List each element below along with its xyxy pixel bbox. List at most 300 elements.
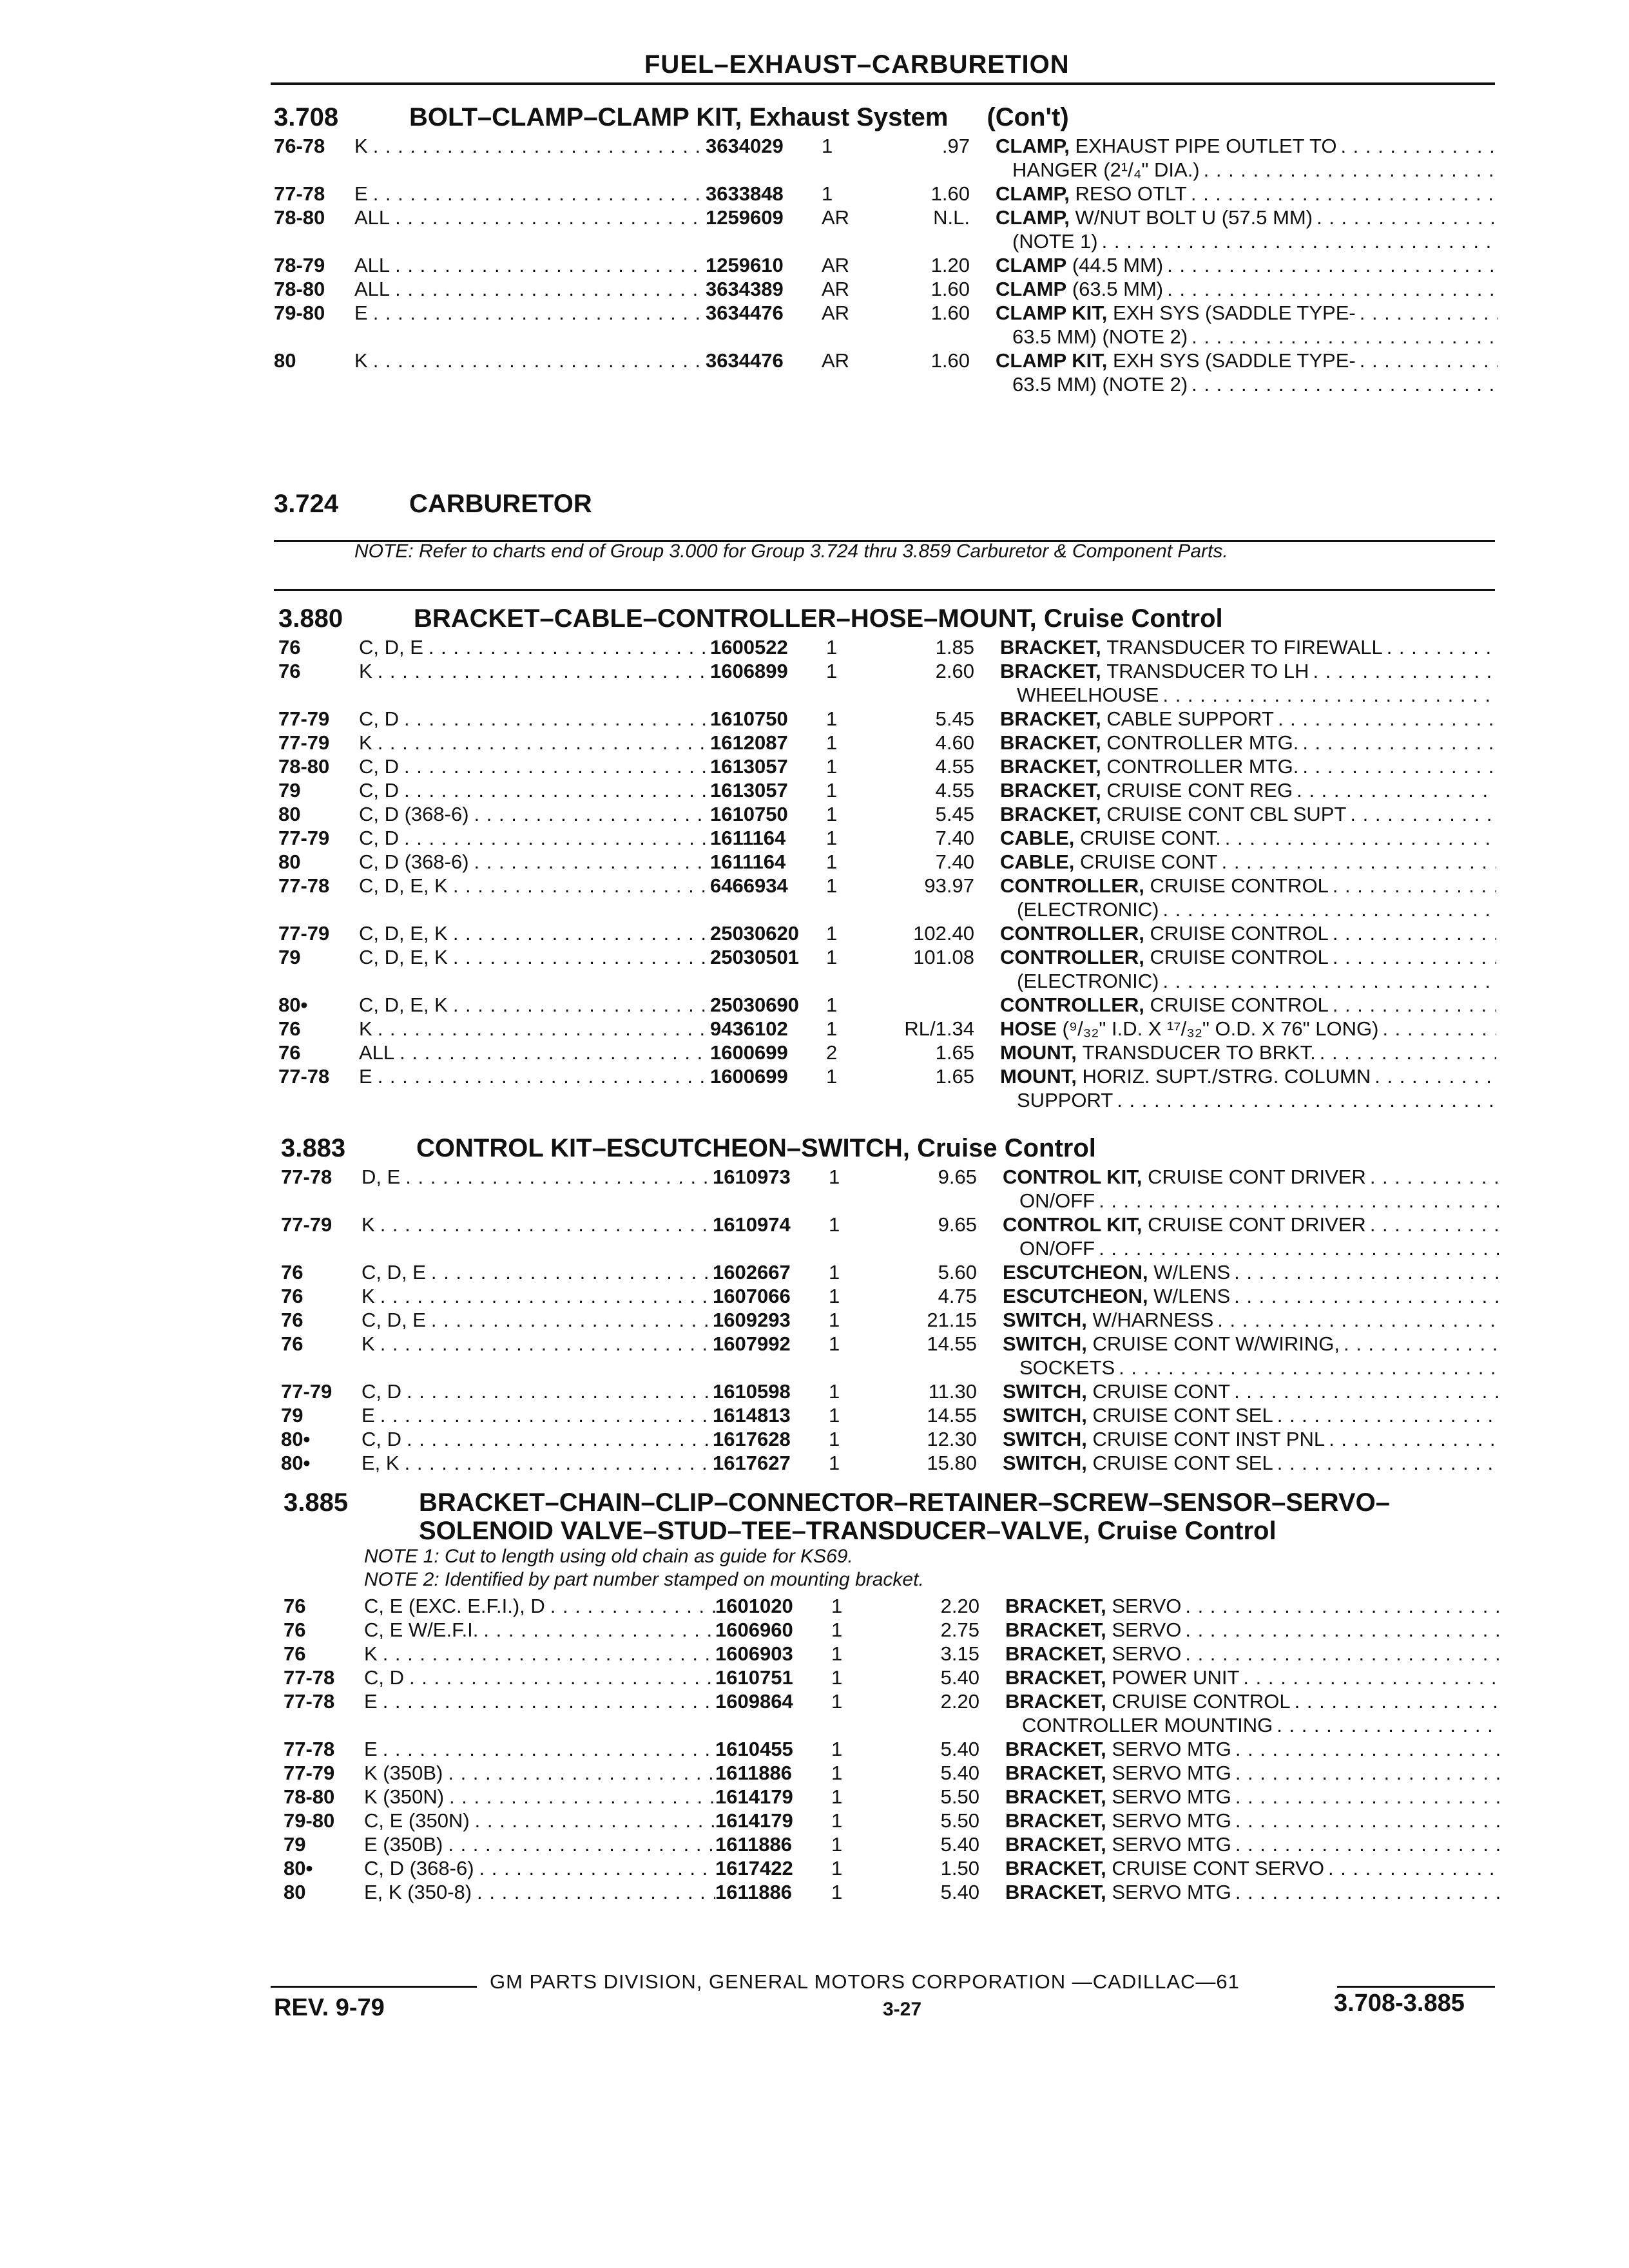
page-number: 3-27 — [883, 1999, 922, 2020]
description-text: W/LENS — [1153, 1285, 1231, 1307]
part-row — [281, 1427, 1499, 1451]
section-3880 — [278, 604, 1496, 1112]
part-number: 1611886 — [715, 1762, 792, 1784]
model-codes: ALL — [354, 254, 390, 276]
dot-leader — [400, 1451, 713, 1475]
model-codes: K (350N) — [364, 1785, 445, 1808]
dot-leader — [1329, 921, 1496, 945]
dot-leader — [1273, 1713, 1501, 1737]
section-subtitle: Cruise Control — [1097, 1517, 1277, 1545]
dot-leader — [404, 1666, 715, 1689]
dot-leader — [1163, 277, 1498, 301]
model-codes: C, D, E — [361, 1261, 426, 1283]
description — [1003, 1451, 1499, 1475]
part-row — [281, 1260, 1499, 1284]
dot-leader — [378, 1642, 715, 1666]
description-text: CRUISE CONT INST PNL — [1092, 1428, 1325, 1450]
description-text: CRUISE CONT. — [1080, 827, 1221, 849]
model-codes: C, E (EXC. E.F.I.), D — [364, 1595, 545, 1617]
description — [996, 206, 1498, 253]
price: 5.40 — [940, 1738, 979, 1760]
dot-leader — [1115, 1356, 1499, 1379]
description-line — [1000, 1088, 1496, 1112]
part-number: 3633848 — [706, 182, 784, 205]
part-row — [278, 993, 1496, 1017]
description-text: SERVO — [1112, 1642, 1182, 1665]
models — [361, 1213, 713, 1236]
part-name: BRACKET, — [1005, 1881, 1106, 1903]
description — [1003, 1260, 1499, 1284]
description-line — [996, 182, 1498, 206]
description-line — [1005, 1785, 1501, 1809]
dot-leader — [1113, 1088, 1496, 1112]
section-title-text: CONTROL KIT–ESCUTCHEON–SWITCH, — [416, 1134, 910, 1162]
dot-leader — [399, 826, 710, 850]
description-line — [1005, 1618, 1501, 1642]
description-text: CRUISE CONT DRIVER — [1148, 1166, 1366, 1188]
dot-leader — [378, 1689, 715, 1713]
models — [364, 1689, 715, 1713]
part-name: CLAMP — [996, 254, 1067, 276]
description — [1003, 1379, 1499, 1403]
part-name: CLAMP KIT, — [996, 349, 1108, 372]
dot-leader — [375, 1332, 713, 1356]
model-codes: K — [359, 1017, 372, 1040]
model-years: 79-80 — [274, 302, 325, 324]
model-codes: C, D, E, K — [359, 994, 448, 1016]
section-heading — [284, 1488, 1501, 1545]
price: 5.45 — [935, 803, 974, 825]
part-number: 1610974 — [713, 1213, 791, 1236]
part-row — [278, 635, 1496, 659]
quantity: 1 — [831, 1666, 843, 1689]
description — [1000, 945, 1496, 993]
description-line — [1000, 778, 1496, 802]
description-line — [1003, 1213, 1499, 1236]
part-row — [274, 277, 1498, 301]
quantity: 1 — [826, 803, 838, 825]
dot-leader — [426, 1260, 713, 1284]
part-number: 1617628 — [713, 1428, 791, 1450]
description — [1005, 1856, 1501, 1880]
description-text: CONTROLLER MOUNTING — [1022, 1714, 1273, 1736]
models — [359, 754, 710, 778]
part-row — [281, 1403, 1499, 1427]
price: 2.75 — [940, 1619, 979, 1641]
part-row — [284, 1666, 1501, 1689]
section-3883 — [281, 1134, 1499, 1475]
description-line — [1003, 1260, 1499, 1284]
dot-leader — [1329, 993, 1496, 1017]
part-row — [278, 778, 1496, 802]
part-row — [278, 731, 1496, 754]
dot-leader — [545, 1594, 715, 1618]
description-line — [996, 253, 1498, 277]
models — [359, 921, 710, 945]
models — [354, 206, 706, 229]
model-codes: C, D, E, K — [359, 946, 448, 968]
price: 5.50 — [940, 1809, 979, 1832]
description — [1003, 1165, 1499, 1213]
price: 1.20 — [930, 254, 970, 276]
quantity: AR — [822, 254, 850, 276]
description-text: CRUISE CONT REG — [1106, 779, 1293, 802]
part-number: 1611164 — [710, 850, 786, 873]
quantity: 1 — [831, 1785, 843, 1808]
model-years: 80• — [281, 1452, 311, 1474]
model-years: 80• — [278, 994, 308, 1016]
part-number: 1614179 — [715, 1785, 793, 1808]
model-years: 79-80 — [284, 1809, 335, 1832]
quantity: 1 — [826, 731, 838, 754]
model-codes: E, K (350-8) — [364, 1881, 472, 1903]
quantity: 1 — [826, 636, 838, 658]
part-name: CONTROLLER, — [1000, 922, 1144, 945]
description-line — [1005, 1856, 1501, 1880]
model-codes: K — [361, 1285, 375, 1307]
dot-leader — [368, 301, 706, 325]
description-line — [1000, 874, 1496, 898]
description-line — [996, 134, 1498, 158]
models — [359, 635, 710, 659]
dot-leader — [478, 1618, 715, 1642]
section-number: 3.883 — [281, 1134, 346, 1162]
description-text: SERVO MTG — [1112, 1762, 1231, 1784]
part-number: 1610455 — [715, 1738, 793, 1760]
description-text: (NOTE 1) — [1012, 230, 1098, 253]
part-number: 1601020 — [715, 1595, 793, 1617]
description-text: CRUISE CONT CBL SUPT — [1106, 803, 1347, 825]
part-name: BRACKET, — [1005, 1666, 1106, 1689]
models — [359, 659, 710, 683]
revision-label: REV. 9-79 — [274, 1994, 385, 2021]
part-number: 1614813 — [713, 1404, 791, 1427]
description-line — [1000, 683, 1496, 707]
dot-leader — [390, 206, 706, 229]
model-years: 80 — [278, 850, 301, 873]
description-line — [1000, 1017, 1496, 1041]
description-text: TRANSDUCER TO BRKT. — [1082, 1041, 1316, 1064]
dot-leader — [1309, 659, 1496, 683]
dot-leader — [1221, 826, 1496, 850]
model-codes: C, D, E — [359, 636, 423, 658]
part-name: ESCUTCHEON, — [1003, 1261, 1148, 1283]
part-name: MOUNT, — [1000, 1065, 1077, 1088]
dot-leader — [368, 182, 706, 206]
part-name: BRACKET, — [1000, 707, 1101, 730]
description-text: CRUISE CONTROL — [1150, 874, 1329, 897]
description-text: CRUISE CONT SEL — [1092, 1404, 1273, 1427]
part-row — [278, 1017, 1496, 1041]
model-years: 77-78 — [278, 874, 330, 897]
part-row — [284, 1809, 1501, 1832]
models — [364, 1785, 715, 1809]
description-text: EXH SYS (SADDLE TYPE- — [1113, 349, 1356, 372]
dot-leader — [1316, 1041, 1496, 1064]
quantity: 1 — [831, 1857, 843, 1879]
description-line — [996, 206, 1498, 229]
description-line — [1000, 993, 1496, 1017]
quantity: AR — [822, 278, 850, 300]
model-codes: C, D, E — [361, 1309, 426, 1331]
description — [996, 182, 1498, 206]
part-number: 1600522 — [710, 636, 788, 658]
part-number: 1606903 — [715, 1642, 793, 1665]
parts-list — [278, 635, 1496, 1112]
section-title — [409, 103, 1498, 131]
section-heading — [274, 103, 1498, 131]
part-row — [284, 1761, 1501, 1785]
model-years: 79 — [278, 946, 301, 968]
price: 5.40 — [940, 1762, 979, 1784]
model-years: 76 — [281, 1309, 304, 1331]
dot-leader — [1231, 1880, 1501, 1904]
model-codes: K — [361, 1332, 375, 1355]
price: 93.97 — [924, 874, 974, 897]
part-name: CLAMP, — [996, 135, 1070, 157]
model-years: 78-80 — [278, 755, 330, 778]
part-name: BRACKET, — [1000, 779, 1101, 802]
description-text: (⁹/₃₂" I.D. X ¹⁷/₃₂" O.D. X 76" LONG) — [1062, 1017, 1379, 1040]
description-text: W/HARNESS — [1092, 1309, 1214, 1331]
description-text: ON/OFF — [1019, 1237, 1095, 1260]
part-number: 6466934 — [710, 874, 788, 897]
description-text: SERVO — [1112, 1619, 1182, 1641]
dot-leader — [1159, 683, 1496, 707]
description-line — [1000, 945, 1496, 969]
model-years: 76-78 — [274, 135, 325, 157]
part-row — [274, 301, 1498, 349]
part-name: CLAMP, — [996, 206, 1070, 229]
model-codes: C, D (368-6) — [359, 850, 469, 873]
quantity: 1 — [829, 1166, 840, 1188]
description — [1005, 1618, 1501, 1642]
models — [359, 826, 710, 850]
description-text: SUPPORT — [1017, 1089, 1113, 1111]
part-name: BRACKET, — [1000, 660, 1101, 682]
section-subtitle: Cruise Control — [1043, 604, 1223, 633]
dot-leader — [1346, 802, 1496, 826]
part-name: CABLE, — [1000, 850, 1075, 873]
dot-leader — [372, 731, 710, 754]
models — [359, 1017, 710, 1041]
model-years: 78-80 — [274, 278, 325, 300]
description — [1000, 635, 1496, 659]
dot-leader — [1159, 898, 1496, 921]
part-number: 1610750 — [710, 803, 788, 825]
part-row — [278, 802, 1496, 826]
description — [1000, 1064, 1496, 1112]
part-row — [278, 921, 1496, 945]
dot-leader — [394, 1041, 710, 1064]
price: 7.40 — [935, 827, 974, 849]
dot-leader — [1239, 1666, 1501, 1689]
dot-leader — [1356, 301, 1498, 325]
part-row — [281, 1451, 1499, 1475]
description-line — [996, 301, 1498, 325]
part-row — [274, 349, 1498, 396]
section-title-text: BOLT–CLAMP–CLAMP KIT, — [409, 103, 742, 131]
price: 1.60 — [930, 278, 970, 300]
description-text: ON/OFF — [1019, 1189, 1095, 1212]
model-codes: E (350B) — [364, 1833, 443, 1856]
dot-leader — [448, 993, 710, 1017]
model-codes: C, E W/E.F.I. — [364, 1619, 479, 1641]
dot-leader — [1181, 1618, 1501, 1642]
model-codes: ALL — [359, 1041, 395, 1064]
description-text: CRUISE CONT SEL — [1092, 1452, 1273, 1474]
description-text: SERVO MTG — [1112, 1785, 1231, 1808]
dot-leader — [1188, 372, 1498, 396]
part-name: BRACKET, — [1005, 1595, 1106, 1617]
model-years: 80 — [274, 349, 296, 372]
part-number: 1610751 — [715, 1666, 793, 1689]
part-row — [278, 707, 1496, 731]
description-line — [1003, 1451, 1499, 1475]
model-codes: C, E (350N) — [364, 1809, 470, 1832]
description-line — [1003, 1236, 1499, 1260]
description-text: SERVO MTG — [1112, 1809, 1231, 1832]
section-title — [414, 604, 1496, 633]
part-name: SWITCH, — [1003, 1452, 1087, 1474]
model-codes: E — [354, 182, 368, 205]
quantity: 1 — [826, 755, 838, 778]
model-codes: K (350B) — [364, 1762, 443, 1784]
description-line — [1003, 1165, 1499, 1189]
quantity: 1 — [831, 1595, 843, 1617]
dot-leader — [1273, 1451, 1499, 1475]
description-text: HORIZ. SUPT./STRG. COLUMN — [1082, 1065, 1371, 1088]
description-line — [1003, 1356, 1499, 1379]
part-number: 1600699 — [710, 1065, 788, 1088]
price: 101.08 — [913, 946, 974, 968]
quantity: 1 — [826, 946, 838, 968]
models — [361, 1332, 713, 1356]
dot-leader — [375, 1284, 713, 1308]
models — [359, 731, 710, 754]
description-line — [1005, 1809, 1501, 1832]
part-name: CLAMP — [996, 278, 1067, 300]
description — [1003, 1308, 1499, 1332]
part-row — [278, 659, 1496, 707]
description-text: TRANSDUCER TO FIREWALL — [1106, 636, 1383, 658]
dot-leader — [1298, 731, 1496, 754]
quantity: 1 — [826, 850, 838, 873]
description-text: 63.5 MM) (NOTE 2) — [1012, 373, 1188, 396]
description-text: SERVO — [1112, 1595, 1182, 1617]
description — [1000, 802, 1496, 826]
description-text: CRUISE CONTROL — [1150, 994, 1329, 1016]
part-number: 1617627 — [713, 1452, 791, 1474]
part-name: SWITCH, — [1003, 1428, 1087, 1450]
models — [364, 1594, 715, 1618]
price: 1.60 — [930, 349, 970, 372]
part-row — [274, 182, 1498, 206]
footer-rule-right — [1337, 1986, 1495, 1988]
model-codes: ALL — [354, 206, 390, 229]
part-number: 1614179 — [715, 1809, 793, 1832]
description-text: EXHAUST PIPE OUTLET TO — [1075, 135, 1337, 157]
dot-leader — [400, 1165, 713, 1189]
model-codes: E — [364, 1690, 378, 1713]
quantity: 1 — [822, 135, 833, 157]
part-name: HOSE — [1000, 1017, 1057, 1040]
dot-leader — [1230, 1284, 1499, 1308]
models — [354, 182, 706, 206]
description-text: TRANSDUCER TO LH — [1106, 660, 1309, 682]
dot-leader — [1188, 325, 1498, 349]
models — [364, 1666, 715, 1689]
dot-leader — [1159, 969, 1496, 993]
quantity: 1 — [831, 1809, 843, 1832]
price: 1.50 — [940, 1857, 979, 1879]
dot-leader — [1098, 229, 1498, 253]
part-number: 1606899 — [710, 660, 788, 682]
dot-leader — [1181, 1642, 1501, 1666]
model-codes: K — [364, 1642, 378, 1665]
quantity: 1 — [826, 994, 838, 1016]
part-row — [284, 1880, 1501, 1904]
part-name: CLAMP KIT, — [996, 302, 1108, 324]
model-years: 78-80 — [274, 206, 325, 229]
description — [1003, 1403, 1499, 1427]
price: RL/1.34 — [904, 1017, 974, 1040]
description-line — [1005, 1761, 1501, 1785]
price: 4.55 — [935, 779, 974, 802]
price: 11.30 — [928, 1380, 977, 1403]
section-subtitle: Exhaust System — [749, 103, 949, 131]
description-text: CRUISE CONT DRIVER — [1148, 1213, 1366, 1236]
quantity: 1 — [829, 1428, 840, 1450]
quantity: 1 — [826, 707, 838, 730]
model-years: 78-80 — [284, 1785, 335, 1808]
model-codes: C, D — [364, 1666, 404, 1689]
dot-leader — [1356, 349, 1498, 372]
quantity: AR — [822, 302, 850, 324]
model-codes: C, D — [359, 755, 399, 778]
part-name: SWITCH, — [1003, 1332, 1087, 1355]
models — [361, 1260, 713, 1284]
part-row — [284, 1737, 1501, 1761]
part-name: CONTROLLER, — [1000, 946, 1144, 968]
section-continued: (Con't) — [987, 103, 1069, 131]
part-name: BRACKET, — [1005, 1857, 1106, 1879]
model-codes: C, D — [361, 1380, 401, 1403]
description-line — [1000, 969, 1496, 993]
quantity: 1 — [829, 1332, 840, 1355]
models — [359, 1041, 710, 1064]
part-row — [278, 1064, 1496, 1112]
quantity: 1 — [826, 922, 838, 945]
description — [1003, 1332, 1499, 1379]
description-line — [1005, 1642, 1501, 1666]
model-years: 77-79 — [284, 1762, 335, 1784]
section-3724 — [274, 490, 1498, 566]
description-line — [1003, 1379, 1499, 1403]
page-header-title: FUEL–EXHAUST–CARBURETION — [644, 50, 1070, 79]
description — [1005, 1642, 1501, 1666]
part-row — [284, 1785, 1501, 1809]
description — [1003, 1284, 1499, 1308]
description-text: (63.5 MM) — [1072, 278, 1164, 300]
part-row — [284, 1642, 1501, 1666]
part-name: SWITCH, — [1003, 1380, 1087, 1403]
section-note: NOTE: Refer to charts end of Group 3.000 for Group 3.724 thru 3.859 Carburetor & Component Parts. — [354, 541, 1228, 562]
description-line — [1000, 802, 1496, 826]
part-number: 1611164 — [710, 827, 786, 849]
models — [361, 1165, 713, 1189]
dot-leader — [390, 277, 706, 301]
